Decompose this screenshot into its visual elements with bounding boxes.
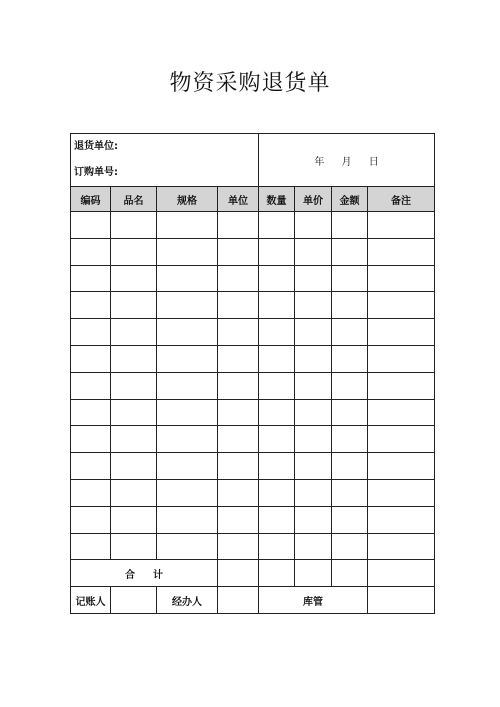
table-cell	[368, 399, 435, 426]
table-cell	[259, 533, 295, 560]
table-cell	[259, 453, 295, 480]
table-cell	[71, 345, 111, 372]
table-cell	[332, 372, 368, 399]
table-cell	[71, 533, 111, 560]
table-cell	[368, 212, 435, 239]
table-cell	[368, 372, 435, 399]
table-cell	[295, 453, 332, 480]
info-row	[71, 134, 435, 187]
table-cell	[111, 265, 157, 292]
table-cell	[218, 319, 259, 346]
table-cell	[157, 506, 218, 533]
table-cell	[111, 238, 157, 265]
table-cell	[111, 292, 157, 319]
total-cell	[368, 560, 435, 587]
handler-field	[218, 587, 259, 614]
table-cell	[111, 533, 157, 560]
table-cell	[111, 426, 157, 453]
total-row	[71, 560, 435, 587]
bookkeeper-label: 记账人	[71, 587, 111, 614]
table-cell	[218, 292, 259, 319]
item-rows	[71, 212, 435, 560]
table-cell	[111, 506, 157, 533]
table-cell	[218, 238, 259, 265]
table-cell	[368, 533, 435, 560]
order-no-label: 订购单号:	[74, 167, 118, 178]
table-cell	[111, 372, 157, 399]
total-label: 合计	[71, 560, 218, 587]
table-cell	[157, 292, 218, 319]
table-cell	[157, 479, 218, 506]
table-cell	[332, 399, 368, 426]
header-row	[71, 187, 435, 212]
table-cell	[259, 426, 295, 453]
table-row	[71, 292, 435, 319]
table-cell	[368, 238, 435, 265]
table-cell	[71, 265, 111, 292]
col-header: 单价	[295, 187, 332, 212]
table-cell	[295, 426, 332, 453]
table-cell	[111, 212, 157, 239]
table-cell	[368, 426, 435, 453]
table-cell	[71, 453, 111, 480]
table-cell	[157, 533, 218, 560]
table-cell	[218, 426, 259, 453]
table-cell	[71, 319, 111, 346]
table-cell	[71, 479, 111, 506]
table-cell	[259, 265, 295, 292]
day-label: 日	[368, 156, 379, 168]
month-label: 月	[341, 156, 352, 168]
table-row	[71, 238, 435, 265]
table-cell	[71, 212, 111, 239]
table-cell	[332, 265, 368, 292]
table-cell	[157, 265, 218, 292]
table-cell	[71, 426, 111, 453]
table-cell	[332, 479, 368, 506]
table-cell	[71, 292, 111, 319]
table-row	[71, 265, 435, 292]
col-header: 单位	[218, 187, 259, 212]
table-row	[71, 426, 435, 453]
table-cell	[368, 506, 435, 533]
table-cell	[295, 372, 332, 399]
table-cell	[111, 479, 157, 506]
table-cell	[71, 238, 111, 265]
table-cell	[157, 399, 218, 426]
return-unit-label: 退货单位:	[74, 141, 118, 152]
table-cell	[368, 345, 435, 372]
table-cell	[111, 345, 157, 372]
form-title: 物资采购退货单	[169, 71, 331, 96]
table-row	[71, 212, 435, 239]
table-cell	[259, 479, 295, 506]
table-cell	[368, 319, 435, 346]
table-row	[71, 372, 435, 399]
table-cell	[332, 533, 368, 560]
col-header: 备注	[368, 187, 435, 212]
signature-row	[71, 587, 435, 614]
table-cell	[157, 372, 218, 399]
total-cell	[259, 560, 295, 587]
table-cell	[295, 345, 332, 372]
col-header: 金额	[332, 187, 368, 212]
table-cell	[332, 506, 368, 533]
table-cell	[295, 265, 332, 292]
table-cell	[259, 506, 295, 533]
table-cell	[157, 238, 218, 265]
table-cell	[157, 453, 218, 480]
table-row	[71, 506, 435, 533]
table-cell	[332, 212, 368, 239]
table-cell	[259, 319, 295, 346]
table-cell	[218, 399, 259, 426]
col-header: 数量	[259, 187, 295, 212]
table-cell	[259, 372, 295, 399]
table-cell	[71, 506, 111, 533]
year-label: 年	[314, 156, 325, 168]
table-cell	[259, 238, 295, 265]
table-cell	[111, 319, 157, 346]
table-cell	[295, 533, 332, 560]
table-row	[71, 533, 435, 560]
table-cell	[332, 292, 368, 319]
table-cell	[259, 399, 295, 426]
table-cell	[157, 426, 218, 453]
col-header: 编码	[71, 187, 111, 212]
table-cell	[295, 479, 332, 506]
table-row	[71, 399, 435, 426]
table-cell	[259, 345, 295, 372]
warehouse-label: 库管	[259, 587, 368, 614]
table-cell	[218, 479, 259, 506]
table-cell	[295, 506, 332, 533]
table-cell	[111, 453, 157, 480]
table-cell	[218, 345, 259, 372]
table-row	[71, 479, 435, 506]
table-cell	[71, 399, 111, 426]
table-cell	[157, 345, 218, 372]
table-cell	[332, 426, 368, 453]
table-cell	[259, 292, 295, 319]
table-cell	[218, 453, 259, 480]
warehouse-field	[368, 587, 435, 614]
table-cell	[332, 345, 368, 372]
table-cell	[259, 212, 295, 239]
table-cell	[157, 212, 218, 239]
total-cell	[332, 560, 368, 587]
table-cell	[218, 265, 259, 292]
table-cell	[332, 319, 368, 346]
handler-label: 经办人	[157, 587, 218, 614]
date-cell	[259, 134, 435, 187]
table-cell	[218, 533, 259, 560]
table-row	[71, 319, 435, 346]
return-form-table	[70, 133, 435, 614]
table-cell	[218, 212, 259, 239]
table-cell	[111, 399, 157, 426]
table-row	[71, 453, 435, 480]
info-left-cell	[71, 134, 259, 187]
table-cell	[295, 399, 332, 426]
table-cell	[218, 372, 259, 399]
table-cell	[157, 319, 218, 346]
total-cell	[295, 560, 332, 587]
table-cell	[332, 238, 368, 265]
table-cell	[295, 292, 332, 319]
col-header: 规格	[157, 187, 218, 212]
table-cell	[368, 292, 435, 319]
table-cell	[295, 319, 332, 346]
table-cell	[332, 453, 368, 480]
table-cell	[295, 238, 332, 265]
table-cell	[295, 212, 332, 239]
table-cell	[368, 453, 435, 480]
table-cell	[218, 506, 259, 533]
bookkeeper-field	[111, 587, 157, 614]
col-header: 品名	[111, 187, 157, 212]
table-cell	[368, 265, 435, 292]
table-row	[71, 345, 435, 372]
table-cell	[368, 479, 435, 506]
total-cell	[218, 560, 259, 587]
table-cell	[71, 372, 111, 399]
